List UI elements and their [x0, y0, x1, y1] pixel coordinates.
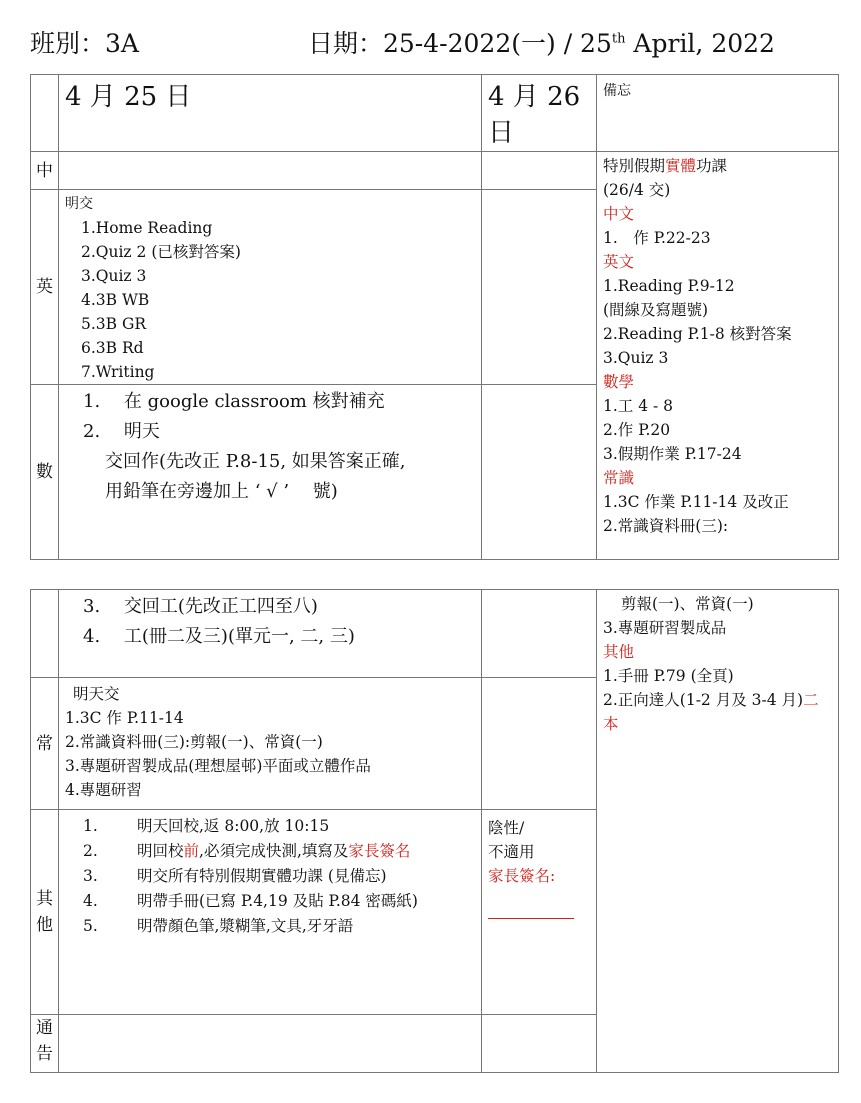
- memo-l1c: 功課: [696, 157, 728, 175]
- memo-l2: (26/4 交): [603, 181, 671, 199]
- english-item-7: 7.Writing: [81, 363, 155, 381]
- chinese-day1: [59, 152, 482, 190]
- memo-l1b: 實體: [665, 157, 697, 175]
- others-1: [83, 814, 475, 839]
- gs-l2: 2.常識資料冊(三):剪報(一)、常資(一): [65, 733, 323, 751]
- memo-english: 英文: [603, 253, 635, 271]
- others-5: [83, 914, 475, 939]
- others-2: [83, 839, 475, 864]
- others-5-num: 5.: [83, 917, 98, 935]
- gs-l1: 1.3C 作 P.11-14: [65, 709, 184, 727]
- memo-english-1: 1.Reading P.9-12: [603, 277, 735, 295]
- memo-math-3: 3.假期作業 P.17-24: [603, 445, 742, 463]
- english-title: 明交: [65, 196, 93, 212]
- date-col-2: 4 月 26 日: [482, 75, 597, 152]
- memo-chinese: 中文: [603, 205, 635, 223]
- date-prefix: 日期：25-4-2022(一) / 25: [308, 29, 612, 58]
- date-suffix: April, 2022: [625, 29, 775, 58]
- english-item-4: 4.3B WB: [81, 291, 150, 309]
- subject-notice: [31, 1015, 59, 1073]
- english-item-6: 6.3B Rd: [81, 339, 144, 357]
- memo-gs-2: 2.常識資料冊(三):: [603, 517, 729, 535]
- memo2-other: 其他: [603, 643, 635, 661]
- sign-cell: [482, 810, 597, 1015]
- english-day1: [59, 190, 482, 385]
- math-l4: 用鉛筆在旁邊加上 ‘ √ ’ 號): [105, 481, 338, 502]
- gs-day1: [59, 678, 482, 810]
- gs-l3: 3.專題研習製成品(理想屋邨)平面或立體作品: [65, 757, 371, 775]
- english-item-2: 2.Quiz 2 (已核對答案): [81, 243, 241, 261]
- memo-cell: [597, 152, 839, 560]
- others-3-text: 明交所有特別假期實體功課 (見備忘): [137, 867, 387, 885]
- date-col-1: 4 月 25 日: [59, 75, 482, 152]
- math-cont-l2: 4. 工(冊二及三)(單元一, 二, 三): [83, 626, 355, 647]
- class-label: 班別：3A: [30, 29, 139, 58]
- memo-l1a: 特別假期: [603, 157, 666, 175]
- others-4-num: 4.: [83, 892, 98, 910]
- date-sup: th: [611, 31, 626, 47]
- memo2-o2: [603, 688, 832, 736]
- notice-day1: [59, 1015, 482, 1073]
- parent-signature-line[interactable]: [488, 888, 574, 919]
- math-l2: 2. 明天: [83, 421, 160, 442]
- subject-chinese: 中: [31, 152, 59, 190]
- notice-label-2: 告: [36, 1044, 53, 1064]
- gs-l4: 4.專題研習: [65, 781, 142, 799]
- others-2-a: 明回校: [137, 842, 184, 860]
- homework-table-1: [30, 74, 839, 560]
- others-day1: [59, 810, 482, 1015]
- math-cont-day2: [482, 590, 597, 678]
- math-cont-l1: 3. 交回工(先改正工四至八): [83, 596, 318, 617]
- memo-title: 備忘: [597, 75, 839, 152]
- math-cont-label: [31, 590, 59, 678]
- math-day1: [59, 385, 482, 560]
- others-2-num: 2.: [83, 842, 98, 860]
- memo-chinese-1: 1. 作 P.22-23: [603, 229, 711, 247]
- subject-gs: 常: [31, 678, 59, 810]
- gs-title: 明天交: [73, 685, 120, 703]
- english-item-5: 5.3B GR: [81, 315, 147, 333]
- math-l1: 1. 在 google classroom 核對補充: [83, 391, 385, 412]
- english-day2: [482, 190, 597, 385]
- others-1-num: 1.: [83, 817, 98, 835]
- others-1-text: 明天回校,返 8:00,放 10:15: [137, 817, 330, 835]
- memo-cell-2: [597, 590, 839, 1073]
- memo-math-1: 1.工 4 - 8: [603, 397, 674, 415]
- math-cont-day1: [59, 590, 482, 678]
- memo2-o2-red: 二本: [603, 691, 819, 733]
- others-5-text: 明帶顏色筆,漿糊筆,文具,牙牙語: [137, 917, 354, 935]
- english-item-1: 1.Home Reading: [81, 219, 213, 237]
- subject-english: 英: [31, 190, 59, 385]
- notice-day2: [482, 1015, 597, 1073]
- others-4: [83, 889, 475, 914]
- memo2-l2: 3.專題研習製成品: [603, 619, 727, 637]
- others-4-text: 明帶手冊(已寫 P.4,19 及貼 P.84 密碼紙): [137, 892, 418, 910]
- memo2-l1: 剪報(一)、常資(一): [621, 595, 754, 613]
- sign-l2: 不適用: [488, 843, 535, 861]
- memo2-o2-text: 2.正向達人(1-2 月及 3-4 月): [603, 691, 804, 709]
- notice-label-1: 通: [36, 1018, 53, 1038]
- subject-others: [31, 810, 59, 1015]
- memo-english-3: 3.Quiz 3: [603, 349, 669, 367]
- others-3: [83, 864, 475, 889]
- memo-english-2: 2.Reading P.1-8 核對答案: [603, 325, 792, 343]
- others-label-1: 其: [36, 889, 53, 909]
- others-label-2: 他: [36, 915, 53, 935]
- date-label: [308, 24, 775, 60]
- chinese-day2: [482, 152, 597, 190]
- sign-l1: 陰性/: [488, 819, 525, 837]
- memo2-o1: 1.手冊 P.79 (全頁): [603, 667, 734, 685]
- subject-math: 數: [31, 385, 59, 560]
- memo-gs-1: 1.3C 作業 P.11-14 及改正: [603, 493, 789, 511]
- others-2-c: ,必須完成快測,填寫及: [199, 842, 349, 860]
- math-l3: 交回作(先改正 P.8-15, 如果答案正確,: [105, 451, 406, 472]
- memo-math-2: 2.作 P.20: [603, 421, 671, 439]
- homework-table-2: [30, 589, 839, 1073]
- gs-day2: [482, 678, 597, 810]
- memo-math: 數學: [603, 373, 635, 391]
- others-2-d: 家長簽名: [348, 842, 411, 860]
- corner-cell: [31, 75, 59, 152]
- others-2-b: 前: [183, 842, 200, 860]
- sign-l3: 家長簽名:: [488, 867, 556, 885]
- math-day2: [482, 385, 597, 560]
- memo-english-1b: (間線及寫題號): [603, 301, 709, 319]
- others-3-num: 3.: [83, 867, 98, 885]
- english-item-3: 3.Quiz 3: [81, 267, 147, 285]
- memo-gs: 常識: [603, 469, 635, 487]
